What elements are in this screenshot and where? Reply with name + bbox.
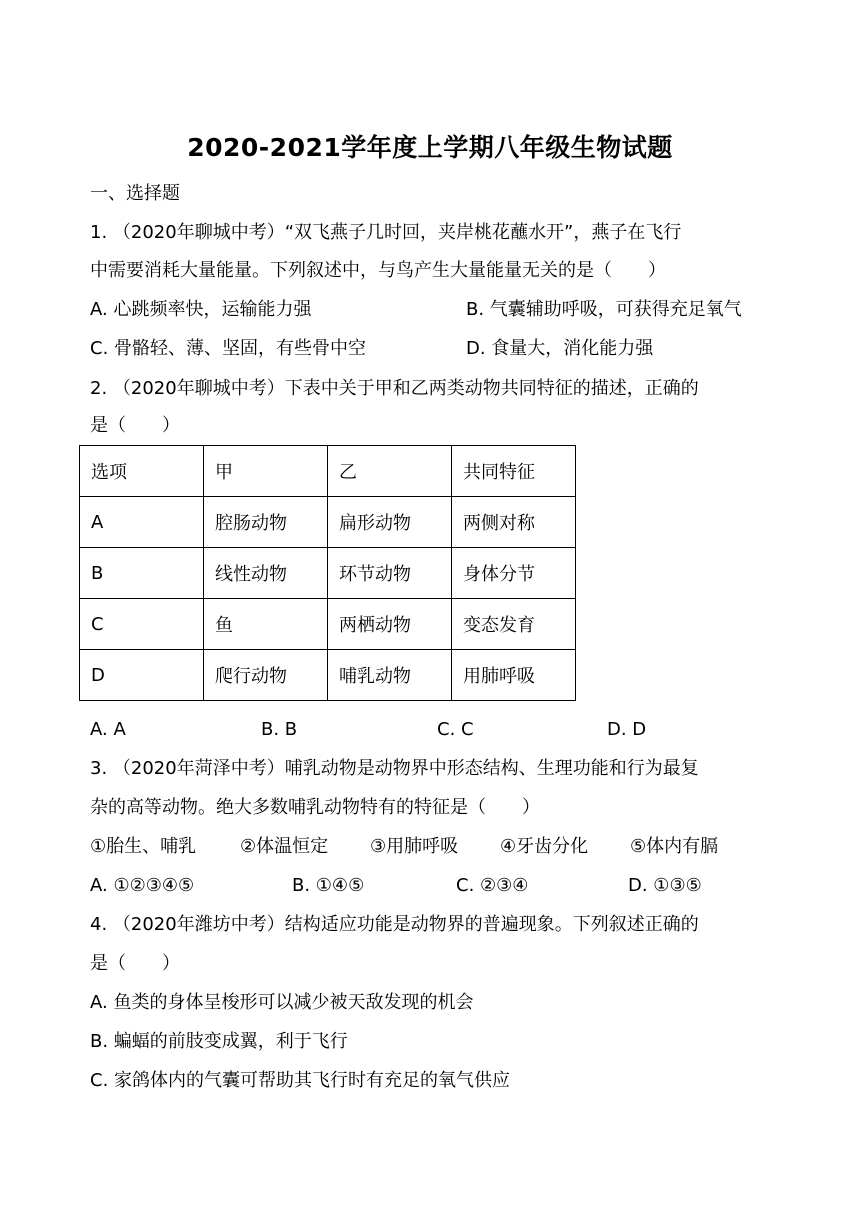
- table-header-cell: 甲: [204, 446, 328, 497]
- question-3-item-5: ⑤体内有膈: [630, 836, 719, 857]
- table-row: [80, 650, 576, 701]
- question-4-option-c: C. 家鸽体内的气囊可帮助其飞行时有充足的氧气供应: [90, 1070, 511, 1091]
- question-1-option-c: C. 骨骼轻、薄、坚固，有些骨中空: [90, 338, 367, 359]
- question-4-option-a: A. 鱼类的身体呈梭形可以减少被天敌发现的机会: [90, 992, 474, 1013]
- table-cell: 身体分节: [452, 548, 576, 599]
- question-3-line-1: 3. （2020年菏泽中考）哺乳动物是动物界中形态结构、生理功能和行为最复: [90, 758, 699, 779]
- table-cell: 用肺呼吸: [452, 650, 576, 701]
- question-3-item-3: ③用肺呼吸: [370, 836, 459, 857]
- table-row: [80, 599, 576, 650]
- table-header-cell: 选项: [80, 446, 204, 497]
- table-cell: 哺乳动物: [328, 650, 452, 701]
- question-2-option-b: B. B: [261, 719, 298, 740]
- table-header-cell: 共同特征: [452, 446, 576, 497]
- question-1-option-a: A. 心跳频率快，运输能力强: [90, 299, 312, 320]
- table-row: [80, 446, 576, 497]
- table-row: [80, 548, 576, 599]
- question-4-option-b: B. 蝙蝠的前肢变成翼，利于飞行: [90, 1031, 348, 1052]
- section-heading: 一、选择题: [90, 183, 180, 204]
- table-cell: D: [80, 650, 204, 701]
- question-1-line-2: 中需要消耗大量能量。下列叙述中，与鸟产生大量能量无关的是（ ）: [90, 260, 666, 281]
- table-cell: B: [80, 548, 204, 599]
- question-2-line-2: 是（ ）: [90, 415, 180, 436]
- table-cell: A: [80, 497, 204, 548]
- table-header-cell: 乙: [328, 446, 452, 497]
- question-3-line-2: 杂的高等动物。绝大多数哺乳动物特有的特征是（ ）: [90, 797, 540, 818]
- table-cell: 环节动物: [328, 548, 452, 599]
- question-2-option-a: A. A: [90, 719, 126, 740]
- question-4-line-2: 是（ ）: [90, 953, 180, 974]
- question-2-option-c: C. C: [437, 719, 474, 740]
- question-1-option-d: D. 食量大，消化能力强: [466, 338, 654, 359]
- question-3-item-2: ②体温恒定: [240, 836, 329, 857]
- table-cell: 变态发育: [452, 599, 576, 650]
- question-2-line-1: 2. （2020年聊城中考）下表中关于甲和乙两类动物共同特征的描述，正确的: [90, 378, 699, 399]
- question-3-item-1: ①胎生、哺乳: [90, 836, 197, 857]
- question-3-option-b: B. ①④⑤: [292, 875, 365, 896]
- page-title: 2020-2021学年度上学期八年级生物试题: [187, 133, 673, 162]
- table-cell: 两侧对称: [452, 497, 576, 548]
- question-3-option-d: D. ①③⑤: [628, 875, 702, 896]
- question-4-line-1: 4. （2020年潍坊中考）结构适应功能是动物界的普遍现象。下列叙述正确的: [90, 914, 699, 935]
- table-cell: 爬行动物: [204, 650, 328, 701]
- question-1-line-1: 1. （2020年聊城中考）“双飞燕子几时回，夹岸桃花蘸水开”，燕子在飞行: [90, 222, 682, 243]
- table-cell: 线性动物: [204, 548, 328, 599]
- question-3-item-4: ④牙齿分化: [500, 836, 589, 857]
- table-cell: C: [80, 599, 204, 650]
- table-cell: 鱼: [204, 599, 328, 650]
- comparison-table: [79, 445, 576, 701]
- table-cell: 腔肠动物: [204, 497, 328, 548]
- table-row: [80, 497, 576, 548]
- table-cell: 两栖动物: [328, 599, 452, 650]
- question-3-option-c: C. ②③④: [456, 875, 529, 896]
- question-3-option-a: A. ①②③④⑤: [90, 875, 195, 896]
- question-2-option-d: D. D: [607, 719, 647, 740]
- table-cell: 扁形动物: [328, 497, 452, 548]
- question-1-option-b: B. 气囊辅助呼吸，可获得充足氧气: [466, 299, 742, 320]
